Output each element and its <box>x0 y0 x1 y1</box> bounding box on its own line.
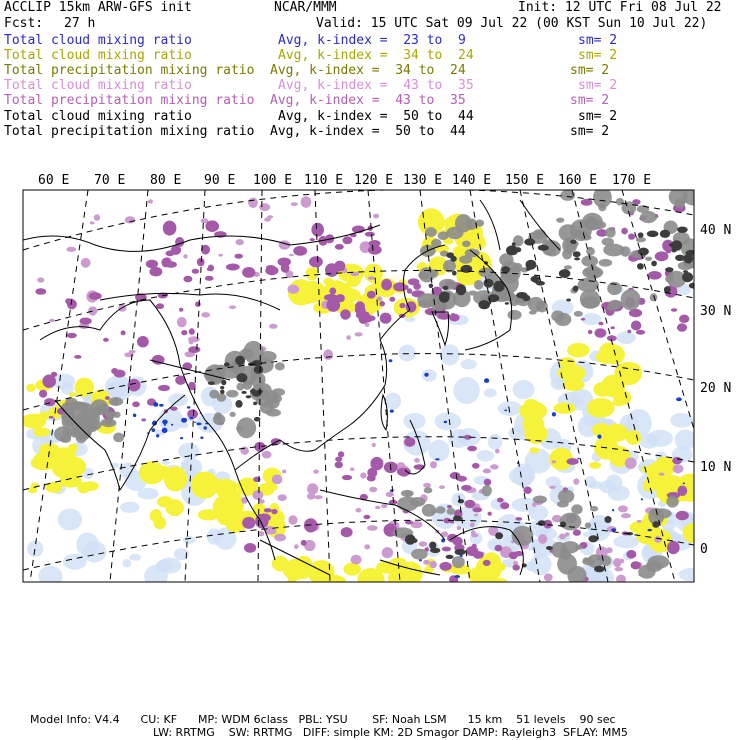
lon-label-150e: 150 E <box>505 173 545 188</box>
lon-label-100e: 100 E <box>253 173 293 188</box>
field-3-sm: sm= 2 <box>570 63 610 78</box>
lon-label-80e: 80 E <box>150 173 182 188</box>
model-title: ACCLIP 15km ARW-GFS init <box>4 0 192 15</box>
field-2-name: Total cloud mixing ratio <box>4 48 192 63</box>
field-5-stat: Avg, k-index = 43 to 35 <box>270 93 466 108</box>
lon-label-110e: 110 E <box>304 173 344 188</box>
lon-label-90e: 90 E <box>204 173 236 188</box>
field-1-stat: Avg, k-index = 23 to 9 <box>278 33 466 48</box>
lon-label-70e: 70 E <box>94 173 126 188</box>
field-7-name: Total precipitation mixing ratio <box>4 124 255 139</box>
field-3-name: Total precipitation mixing ratio <box>4 63 255 78</box>
field-7-stat: Avg, k-index = 50 to 44 <box>270 124 466 139</box>
lon-label-170e: 170 E <box>612 173 652 188</box>
field-4-sm: sm= 2 <box>578 78 618 93</box>
field-6-stat: Avg, k-index = 50 to 44 <box>278 109 474 124</box>
model-info-line1: Model Info: V4.4 CU: KF MP: WDM 6class PBL: YSU SF: Noah LSM 15 km 51 levels 90 sec <box>30 713 616 726</box>
field-7-sm: sm= 2 <box>570 124 610 139</box>
fcst-value: 27 h <box>64 16 96 31</box>
field-6-name: Total cloud mixing ratio <box>4 109 192 124</box>
field-2-sm: sm= 2 <box>578 48 618 63</box>
org-label: NCAR/MMM <box>274 0 337 15</box>
field-4-name: Total cloud mixing ratio <box>4 78 192 93</box>
lat-label-40n: 40 N <box>700 223 732 238</box>
lon-label-60e: 60 E <box>38 173 70 188</box>
lat-label-30n: 30 N <box>700 304 732 319</box>
valid-time: Valid: 15 UTC Sat 09 Jul 22 (00 KST Sun 10 Jul 22) <box>316 16 708 31</box>
fcst-label: Fcst: <box>4 16 44 31</box>
lat-label-10n: 10 N <box>700 460 732 475</box>
model-info-line2: LW: RRTMG SW: RRTMG DIFF: simple KM: 2D Smagor DAMP: Rayleigh3 SFLAY: MM5 <box>153 726 628 739</box>
lat-label-20n: 20 N <box>700 381 732 396</box>
lat-label-0: 0 <box>700 542 708 557</box>
field-4-stat: Avg, k-index = 43 to 35 <box>278 78 474 93</box>
lon-label-160e: 160 E <box>558 173 598 188</box>
field-1-name: Total cloud mixing ratio <box>4 33 192 48</box>
init-time: Init: 12 UTC Fri 08 Jul 22 <box>518 0 722 15</box>
lon-label-120e: 120 E <box>354 173 394 188</box>
field-3-stat: Avg, k-index = 34 to 24 <box>270 63 466 78</box>
field-5-sm: sm= 2 <box>570 93 610 108</box>
field-6-sm: sm= 2 <box>578 109 618 124</box>
lon-label-130e: 130 E <box>403 173 443 188</box>
lon-label-140e: 140 E <box>452 173 492 188</box>
field-1-sm: sm= 2 <box>578 33 618 48</box>
field-2-stat: Avg, k-index = 34 to 24 <box>278 48 474 63</box>
field-5-name: Total precipitation mixing ratio <box>4 93 255 108</box>
